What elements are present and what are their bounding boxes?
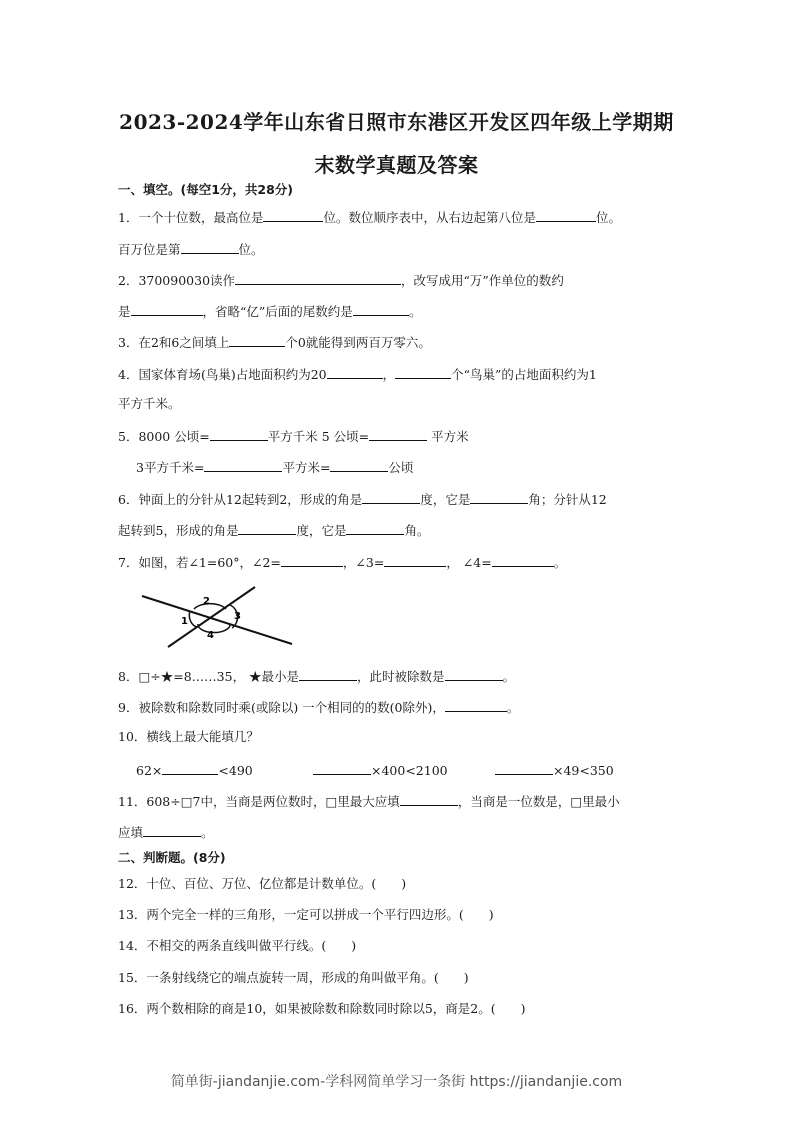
- q6-text: 度，它是: [420, 492, 471, 507]
- q7-text: 7．如图，若∠1=60°，∠2=: [118, 555, 281, 570]
- answer-blank[interactable]: [263, 208, 323, 222]
- q6-text: 度，它是: [296, 523, 347, 538]
- angle-label-2: 2: [203, 596, 210, 607]
- q8-text: 8．□÷★=8……35， ★最小是: [118, 669, 300, 684]
- document-title-line2: 末数学真题及答案: [314, 153, 479, 177]
- answer-blank[interactable]: [162, 761, 218, 775]
- answer-blank[interactable]: [210, 427, 268, 441]
- q4-text: 4．国家体育场(鸟巢)占地面积约为20: [118, 367, 327, 382]
- footer-watermark: 简单街-jiandanjie.com-学科网简单学习一条街 https://jiandanjie.com: [170, 1074, 623, 1090]
- answer-blank[interactable]: [143, 823, 201, 837]
- question-6: [118, 490, 607, 508]
- tf-question-15: 15．一条射线绕它的端点旋转一周，形成的角叫做平角。( ): [118, 970, 469, 985]
- answer-blank[interactable]: [384, 553, 446, 567]
- q11-text: 应填: [118, 825, 144, 840]
- answer-blank[interactable]: [229, 333, 285, 347]
- question-11-cont: [118, 823, 214, 841]
- q2-text: ，省略“亿”后面的尾数约是: [202, 304, 353, 319]
- q4-text: 平方千米。: [118, 396, 181, 411]
- q10-text: <490: [218, 763, 253, 778]
- answer-blank[interactable]: [353, 302, 409, 316]
- question-2: [118, 271, 564, 289]
- q5-text: 5．8000 公顷=: [118, 429, 210, 444]
- answer-blank[interactable]: [445, 667, 503, 681]
- q6-text: 6．钟面上的分针从12起转到2，形成的角是: [118, 492, 363, 507]
- question-10-items: [136, 761, 253, 779]
- answer-blank[interactable]: [327, 365, 383, 379]
- question-1-cont: [118, 240, 264, 258]
- tf-question-13: 13．两个完全一样的三角形，一定可以拼成一个平行四边形。( ): [118, 907, 494, 922]
- question-4-cont: [118, 396, 181, 412]
- q5-text: 公顷: [388, 460, 414, 475]
- question-1: [118, 208, 621, 226]
- q6-text: 角。: [404, 523, 430, 538]
- q10-text: 10．横线上最大能填几？: [118, 729, 259, 744]
- q11-text: 。: [201, 825, 214, 840]
- intersecting-lines-figure: [130, 578, 310, 654]
- angle-label-1: 1: [181, 616, 188, 627]
- q2-text: ，改写成用“万”作单位的数约: [401, 273, 564, 288]
- answer-blank[interactable]: [362, 490, 420, 504]
- answer-blank[interactable]: [235, 271, 401, 285]
- tf-question-16: 16．两个数相除的商是10，如果被除数和除数同时除以5，商是2。( ): [118, 1001, 526, 1016]
- q1-text: 位。: [595, 210, 621, 225]
- tf-question-12: 12．十位、百位、万位、亿位都是计数单位。( ): [118, 876, 407, 891]
- q1-text: 百万位是第: [118, 242, 181, 257]
- question-2-cont: [118, 302, 421, 320]
- q8-text: 。: [502, 669, 516, 684]
- answer-blank[interactable]: [445, 698, 507, 712]
- q5-text: 平方米: [427, 429, 469, 444]
- question-10-items: [313, 761, 448, 779]
- q8-text: ，此时被除数是: [357, 669, 445, 684]
- question-10-items: [495, 761, 614, 779]
- answer-blank[interactable]: [238, 521, 296, 535]
- answer-blank[interactable]: [400, 792, 458, 806]
- answer-blank[interactable]: [181, 240, 239, 254]
- q11-text: 11．608÷□7中，当商是两位数时，□里最大应填: [118, 794, 400, 809]
- answer-blank[interactable]: [346, 521, 404, 535]
- question-3: [118, 333, 431, 351]
- q10-text: ×49<350: [553, 763, 614, 778]
- angle-label-4: 4: [207, 630, 214, 641]
- q10-text: ×400<2100: [371, 763, 448, 778]
- answer-blank[interactable]: [281, 553, 343, 567]
- q5-text: 平方千米 5 公顷=: [267, 429, 370, 444]
- section-heading-true-false: 二、判断题。(8分): [118, 850, 226, 865]
- q7-text: 。: [553, 555, 567, 570]
- answer-blank[interactable]: [536, 208, 596, 222]
- answer-blank[interactable]: [495, 761, 553, 775]
- angle-label-3: 3: [234, 611, 241, 622]
- question-10: [118, 729, 259, 745]
- question-4: [118, 365, 597, 383]
- answer-blank[interactable]: [330, 458, 388, 472]
- answer-blank[interactable]: [470, 490, 528, 504]
- question-5-cont: [136, 458, 413, 476]
- q1-text: 位。: [238, 242, 264, 257]
- q5-text: 平方米=: [282, 460, 331, 475]
- answer-blank[interactable]: [492, 553, 554, 567]
- q4-text: ，: [382, 367, 396, 382]
- q1-text: 1．一个十位数，最高位是: [118, 210, 264, 225]
- tf-question-14: 14．不相交的两条直线叫做平行线。( ): [118, 938, 357, 953]
- q2-text: 。: [408, 304, 422, 319]
- q4-text: 个“鸟巢”的占地面积约为1: [451, 367, 597, 382]
- document-title-line1: 2023-2024学年山东省日照市东港区开发区四年级上学期期: [119, 110, 674, 134]
- q7-text: ， ∠4=: [446, 555, 492, 570]
- section-heading-fill-in: 一、填空。(每空1分，共28分): [118, 182, 294, 197]
- q9-text: 。: [506, 700, 520, 715]
- answer-blank[interactable]: [131, 302, 203, 316]
- q1-text: 位。数位顺序表中，从右边起第八位是: [323, 210, 536, 225]
- q3-text: 个0就能得到两百万零六。: [285, 335, 431, 350]
- q9-text: 9．被除数和除数同时乘(或除以) 一个相同的的数(0除外)，: [118, 700, 445, 715]
- question-8: [118, 667, 515, 685]
- q5-text: 3平方千米=: [136, 460, 205, 475]
- q7-text: ，∠3=: [342, 555, 385, 570]
- answer-blank[interactable]: [369, 427, 427, 441]
- q3-text: 3．在2和6之间填上: [118, 335, 230, 350]
- q2-text: 是: [118, 304, 131, 319]
- question-6-cont: [118, 521, 430, 539]
- question-11: [118, 792, 620, 810]
- answer-blank[interactable]: [313, 761, 371, 775]
- q6-text: 角；分针从12: [528, 492, 607, 507]
- answer-blank[interactable]: [395, 365, 451, 379]
- q10-text: 62×: [136, 763, 163, 778]
- q11-text: ，当商是一位数是，□里最小: [457, 794, 620, 809]
- answer-blank[interactable]: [299, 667, 357, 681]
- q6-text: 起转到5，形成的角是: [118, 523, 239, 538]
- question-9: [118, 698, 519, 716]
- q2-text: 2．370090030读作: [118, 273, 236, 288]
- question-5: [118, 427, 469, 445]
- question-7: [118, 553, 566, 571]
- answer-blank[interactable]: [204, 458, 282, 472]
